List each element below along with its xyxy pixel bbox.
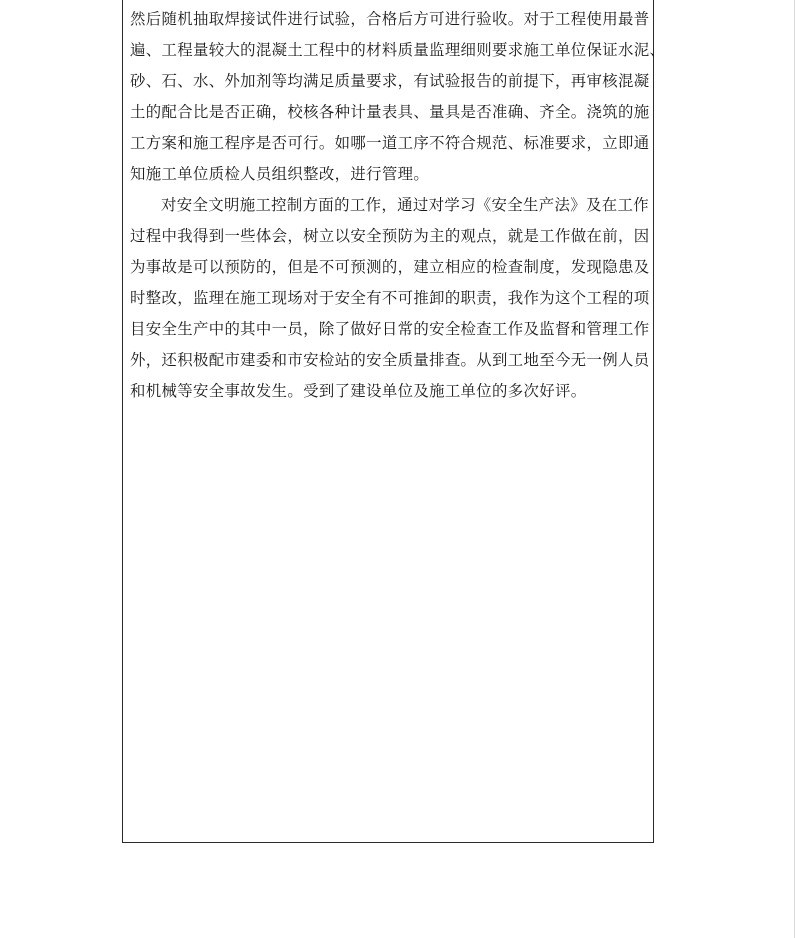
text-line: 知施工单位质检人员组织整改，进行管理。 [130,165,430,183]
text-line: 时整改，监理在施工现场对于安全有不可推卸的职责，我作为这个工程的项 [130,289,650,307]
text-line: 工方案和施工程序是否可行。如哪一道工序不符合规范、标准要求，立即通 [130,134,650,152]
text-line: 和机械等安全事故发生。受到了建设单位及施工单位的多次好评。 [130,382,587,400]
text-line: 然后随机抽取焊接试件进行试验，合格后方可进行验收。对于工程使用最普 [130,10,650,28]
text-line: 砂、石、水、外加剂等均满足质量要求，有试验报告的前提下，再审核混凝 [130,72,650,90]
text-line: 为事故是可以预防的，但是不可预测的，建立相应的检查制度，发现隐患及 [130,258,650,276]
paragraph-first-line: 对安全文明施工控制方面的工作，通过对学习《安全生产法》及在工作 [161,196,649,214]
text-line: 过程中我得到一些体会，树立以安全预防为主的观点，就是工作做在前，因 [130,227,650,245]
text-line: 外，还积极配市建委和市安检站的安全质量排查。从到工地至今无一例人员 [130,351,650,369]
text-line: 土的配合比是否正确，校核各种计量表具、量具是否准确、齐全。浇筑的施 [130,103,650,121]
text-line: 遍、工程量较大的混凝土工程中的材料质量监理细则要求施工单位保证水泥、 [130,41,666,59]
text-line: 目安全生产中的其中一员，除了做好日常的安全检查工作及监督和管理工作 [130,320,650,338]
